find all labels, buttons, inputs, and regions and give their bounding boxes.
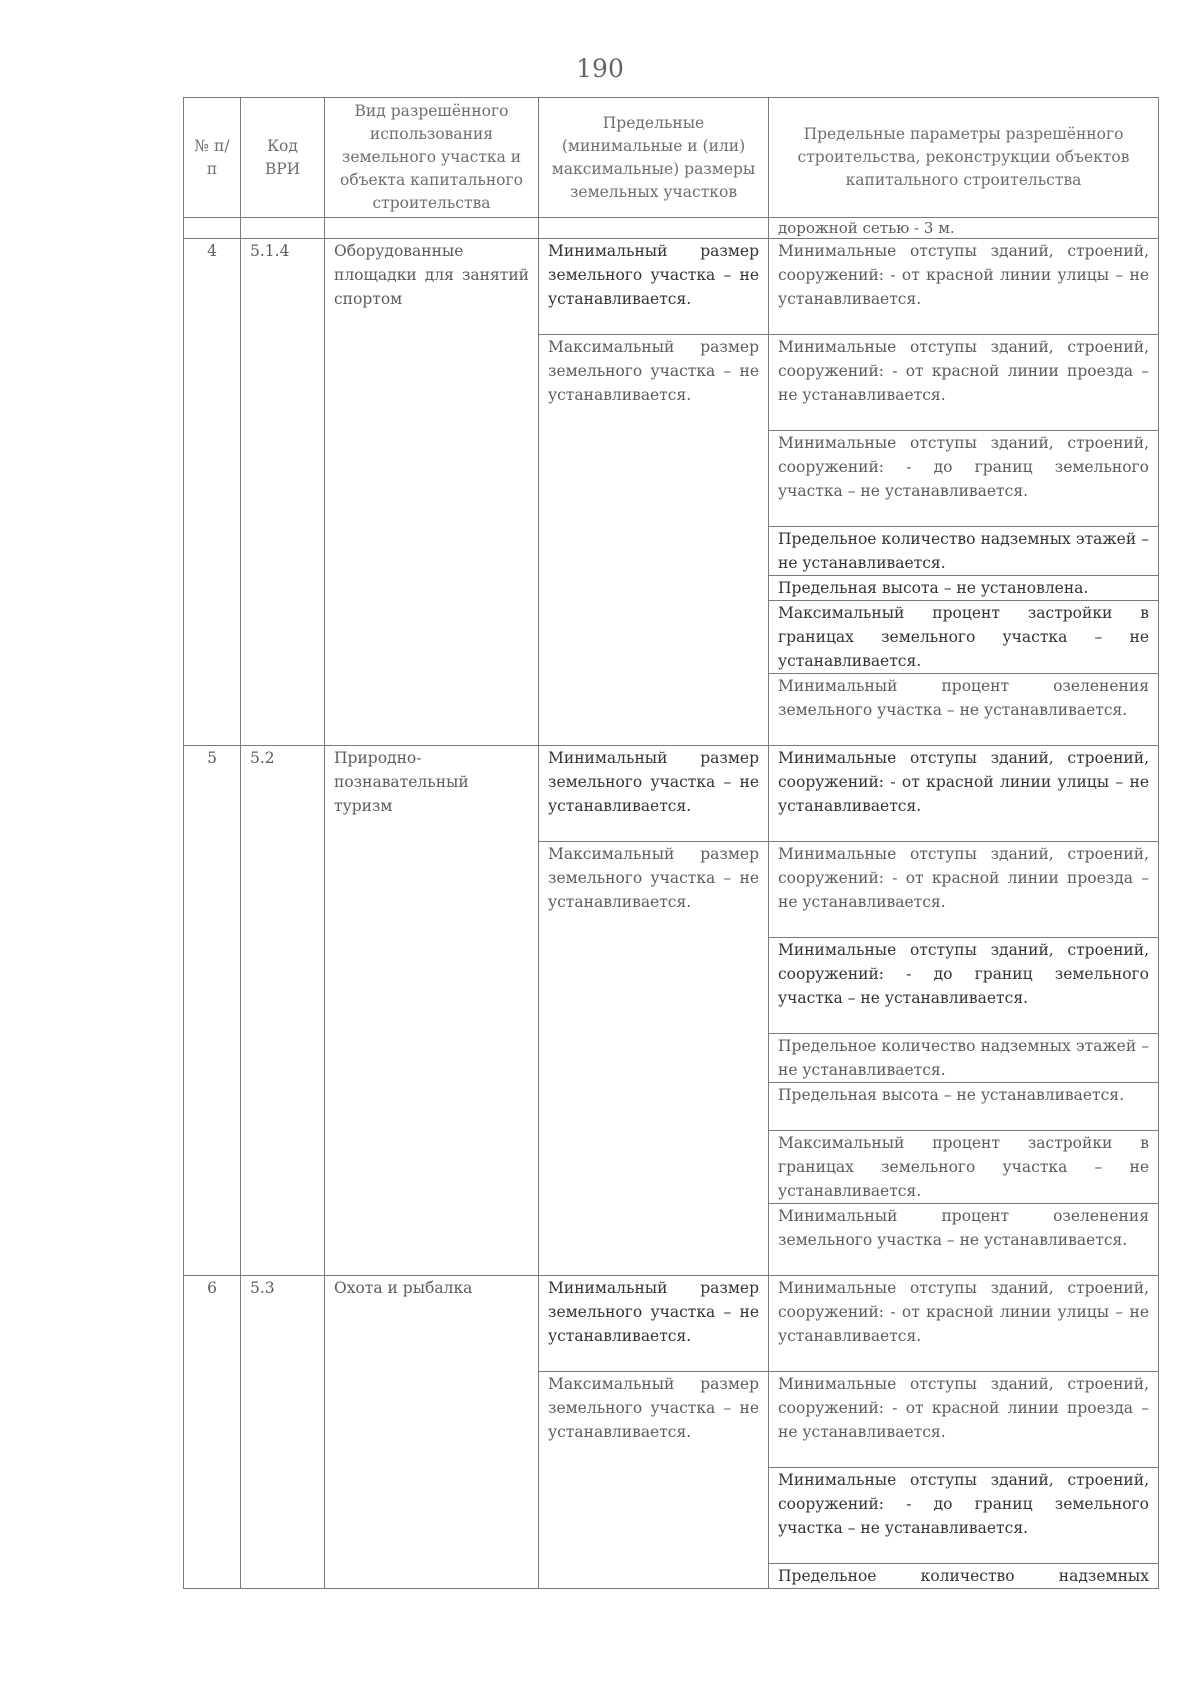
row-use: Оборудованные площадки для занятий спортом	[325, 239, 539, 746]
row-use: Охота и рыбалка	[325, 1276, 539, 1589]
table-row	[184, 746, 1159, 842]
header-code: Код ВРИ	[241, 98, 325, 218]
row-param: Предельная высота – не устанавливается.	[769, 1083, 1159, 1131]
land-use-parameters-table	[183, 97, 1159, 1589]
row-code: 5.3	[241, 1276, 325, 1589]
continuation-row	[184, 218, 1159, 239]
header-num: № п/п	[184, 98, 241, 218]
row-param: Предельное количество надземных	[769, 1564, 1159, 1589]
header-params: Предельные параметры разрешённого строительства, реконструкции объектов капитального строительства	[769, 98, 1159, 218]
row-param: Минимальные отступы зданий, строений, сооружений: - от красной линии проезда – не устанавливается.	[769, 842, 1159, 938]
row-param: Минимальный процент озеленения земельного участка – не устанавливается.	[769, 674, 1159, 746]
page-number: 190	[576, 54, 624, 83]
row-min-size: Минимальный размер земельного участка – не устанавливается.	[539, 746, 769, 842]
row-param: Максимальный процент застройки в границах земельного участка – не устанавливается.	[769, 1131, 1159, 1204]
row-param: Минимальный процент озеленения земельного участка – не устанавливается.	[769, 1204, 1159, 1276]
row-param: Минимальные отступы зданий, строений, сооружений: - до границ земельного участка – не устанавливается.	[769, 431, 1159, 527]
header-sizes: Предельные (минимальные и (или) максимальные) размеры земельных участков	[539, 98, 769, 218]
row-number: 5	[184, 746, 241, 1276]
table-row	[184, 1276, 1159, 1372]
header-use: Вид разрешённого использования земельного участка и объекта капитального строительства	[325, 98, 539, 218]
row-max-size: Максимальный размер земельного участка – не устанавливается.	[539, 335, 769, 746]
row-max-size: Максимальный размер земельного участка – не устанавливается.	[539, 1372, 769, 1589]
row-param: Минимальные отступы зданий, строений, сооружений: - до границ земельного участка – не устанавливается.	[769, 938, 1159, 1034]
continuation-text: дорожной сетью - 3 м.	[769, 218, 1159, 239]
row-max-size: Максимальный размер земельного участка – не устанавливается.	[539, 842, 769, 1276]
row-param: Предельная высота – не установлена.	[769, 576, 1159, 601]
row-param: Минимальные отступы зданий, строений, сооружений: - от красной линии проезда – не устанавливается.	[769, 335, 1159, 431]
row-min-size: Минимальный размер земельного участка – не устанавливается.	[539, 1276, 769, 1372]
row-param: Минимальные отступы зданий, строений, сооружений: - от красной линии улицы – не устанавливается.	[769, 1276, 1159, 1372]
row-min-size: Минимальный размер земельного участка – не устанавливается.	[539, 239, 769, 335]
table-row	[184, 239, 1159, 335]
table-header-row	[184, 98, 1159, 218]
row-param: Предельное количество надземных этажей – не устанавливается.	[769, 1034, 1159, 1083]
row-code: 5.1.4	[241, 239, 325, 746]
row-number: 6	[184, 1276, 241, 1589]
row-use: Природно-познавательный туризм	[325, 746, 539, 1276]
row-param: Минимальные отступы зданий, строений, сооружений: - до границ земельного участка – не устанавливается.	[769, 1468, 1159, 1564]
row-param: Минимальные отступы зданий, строений, сооружений: - от красной линии улицы – не устанавливается.	[769, 746, 1159, 842]
row-code: 5.2	[241, 746, 325, 1276]
row-param: Минимальные отступы зданий, строений, сооружений: - от красной линии проезда – не устанавливается.	[769, 1372, 1159, 1468]
row-param: Максимальный процент застройки в границах земельного участка – не устанавливается.	[769, 601, 1159, 674]
row-number: 4	[184, 239, 241, 746]
row-param: Предельное количество надземных этажей – не устанавливается.	[769, 527, 1159, 576]
row-param: Минимальные отступы зданий, строений, сооружений: - от красной линии улицы – не устанавливается.	[769, 239, 1159, 335]
